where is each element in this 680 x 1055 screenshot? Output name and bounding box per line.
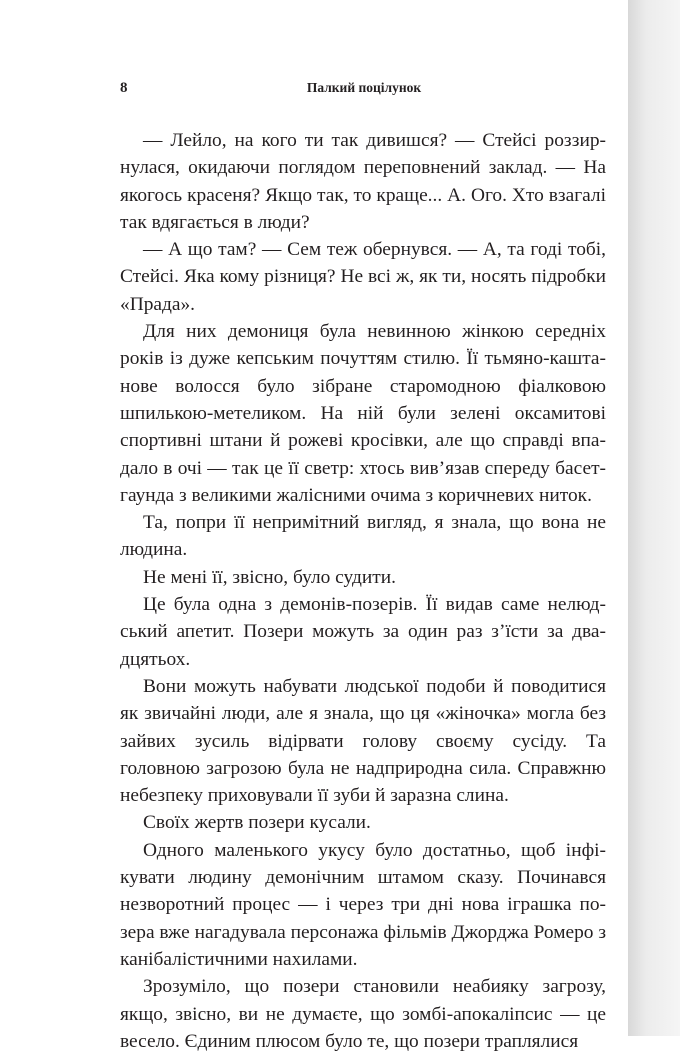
page-number: 8	[120, 80, 128, 96]
paragraph: Зрозуміло, що позери становили неабияку загрозу, якщо, звісно, ви не думаєте, що зомбі-апокаліпсис — це весело. Єдиним плюсом було те, що позери траплялися	[120, 976, 606, 1052]
body-text	[120, 127, 606, 1055]
paragraph: Для них демониця була невинною жінкою середніх років із дуже кепським почуттям стилю. Її тьмяно-каштанове волосся було зібране старомодною фіалковою шпилькою-метеликом. На ній були зелені оксамитові спортивні штани й рожеві кросівки, але що справді впадало в очі — так це її светр: хтось вив’язав спереду басет-гаунда з великими жалісними очима з коричневих ниток.	[120, 321, 606, 506]
paragraph: Вони можуть набувати людської подоби й поводитися як звичайні люди, але я знала, що ця «жіночка» могла без зайвих зусиль відірвати голову своєму сусіду. Та головною загрозою була не надприродна сила. Справжню небезпеку приховували її зуби й заразна слина.	[120, 675, 606, 807]
paragraph: Не мені її, звісно, було судити.	[143, 566, 396, 588]
paragraph: Своїх жертв позери кусали.	[143, 812, 371, 834]
paragraph: — А що там? — Сем теж обернувся. — А, та годі тобі, Стейсі. Яка кому різниця? Не всі ж, як ти, носять підробки «Прада».	[120, 239, 606, 315]
running-title: Палкий поцілунок	[306, 80, 422, 95]
page-edge-shadow	[628, 0, 680, 1036]
paragraph: — Лейло, на кого ти так дивишся? — Стейсі роззирнулася, окидаючи поглядом переповнений заклад. — На якогось красеня? Якщо так, то краще... А. Ого. Хто взагалі так вдягається в люди?	[120, 130, 606, 233]
paragraph: Та, попри її непримітний вигляд, я знала, що вона не людина.	[120, 512, 606, 561]
paragraph: Одного маленького укусу було достатньо, щоб інфікувати людину демонічним штамом сказу. Починався незворотний процес — і через три дні нова іграшка позера вже нагадувала персонажа фільмів Джорджа Ромеро з канібалістичними нахилами.	[120, 839, 606, 970]
paragraph: Це була одна з демонів-позерів. Її видав саме нелюдський апетит. Позери можуть за один раз з’їсти за двадцятьох.	[120, 594, 606, 670]
page-header	[120, 80, 608, 100]
